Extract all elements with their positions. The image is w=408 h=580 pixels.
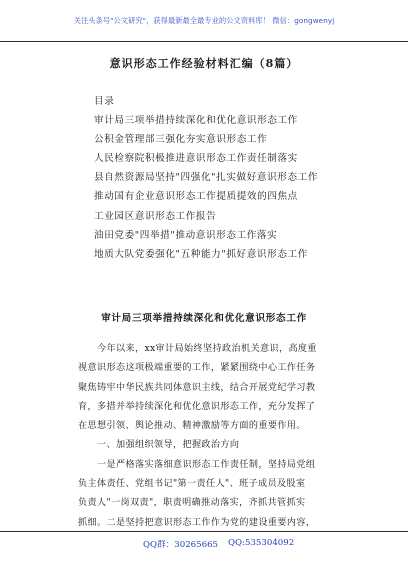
- toc-heading: 目录: [94, 96, 115, 107]
- article-title: 审计局三项举措持续深化和优化意识形态工作: [101, 313, 307, 324]
- body-line: 今年以来，xx审计局始终坚持政治机关意识，高度重: [97, 344, 317, 354]
- toc-item[interactable]: 地质大队党委强化"五种能力"抓好意识形态工作: [94, 248, 308, 260]
- toc-item[interactable]: 人民检察院积极推进意识形态工作责任制落实: [94, 153, 298, 165]
- section-heading: 一、加强组织领导，把握政治方向: [97, 440, 240, 451]
- header-divider: [0, 41, 408, 42]
- body-line: 抓细。二是坚持把意识形态工作作为党的建设重要内容，: [78, 517, 316, 528]
- toc-item[interactable]: 公积金管理部三强化夯实意识形态工作: [94, 134, 268, 146]
- body-line: 负责人"一岗双责"，职责明确推动落实，齐抓共管抓实: [78, 498, 306, 509]
- document-title: 意识形态工作经验材料汇编（8篇）: [109, 57, 299, 70]
- footer-divider: [0, 531, 408, 532]
- body-line: 负主体责任、党组书记"第一责任人"、班子成员及股室: [78, 479, 306, 490]
- footer-qq-group: QQ群：30265665: [143, 540, 219, 550]
- body-line: 一是严格落实落细意识形态工作责任制，坚持局党组: [97, 459, 316, 470]
- body-line: 视意识形态这项极端重要的工作，紧紧围绕中心工作任务: [78, 363, 316, 374]
- toc-item[interactable]: 工业园区意识形态工作报告: [94, 210, 217, 222]
- header-promo-note: 关注头条号"公文研究"，获得最新最全最专业的公文资料库！ 微信：gongwenyj: [73, 16, 335, 25]
- article-body: [78, 340, 348, 533]
- toc-item[interactable]: 县自然资源局坚持"四强化"扎实做好意识形态工作: [94, 172, 319, 184]
- body-line: 在思想引领、舆论推动、精神激励等方面的重要作用。: [78, 421, 306, 432]
- toc-item[interactable]: 油田党委"四举措"推动意识形态工作落实: [94, 229, 278, 241]
- footer-qq-number: QQ:535304092: [228, 538, 295, 548]
- toc-item[interactable]: 推动国有企业意识形态工作提质提效的四焦点: [94, 191, 298, 203]
- body-line: 聚焦铸牢中华民族共同体意识主线，结合开展党纪学习教: [78, 382, 316, 393]
- body-line: 育，多措并举持续深化和优化意识形态工作，充分发挥了: [78, 401, 316, 412]
- table-of-contents: [94, 92, 384, 264]
- toc-item[interactable]: 审计局三项举措持续深化和优化意识形态工作: [94, 115, 298, 127]
